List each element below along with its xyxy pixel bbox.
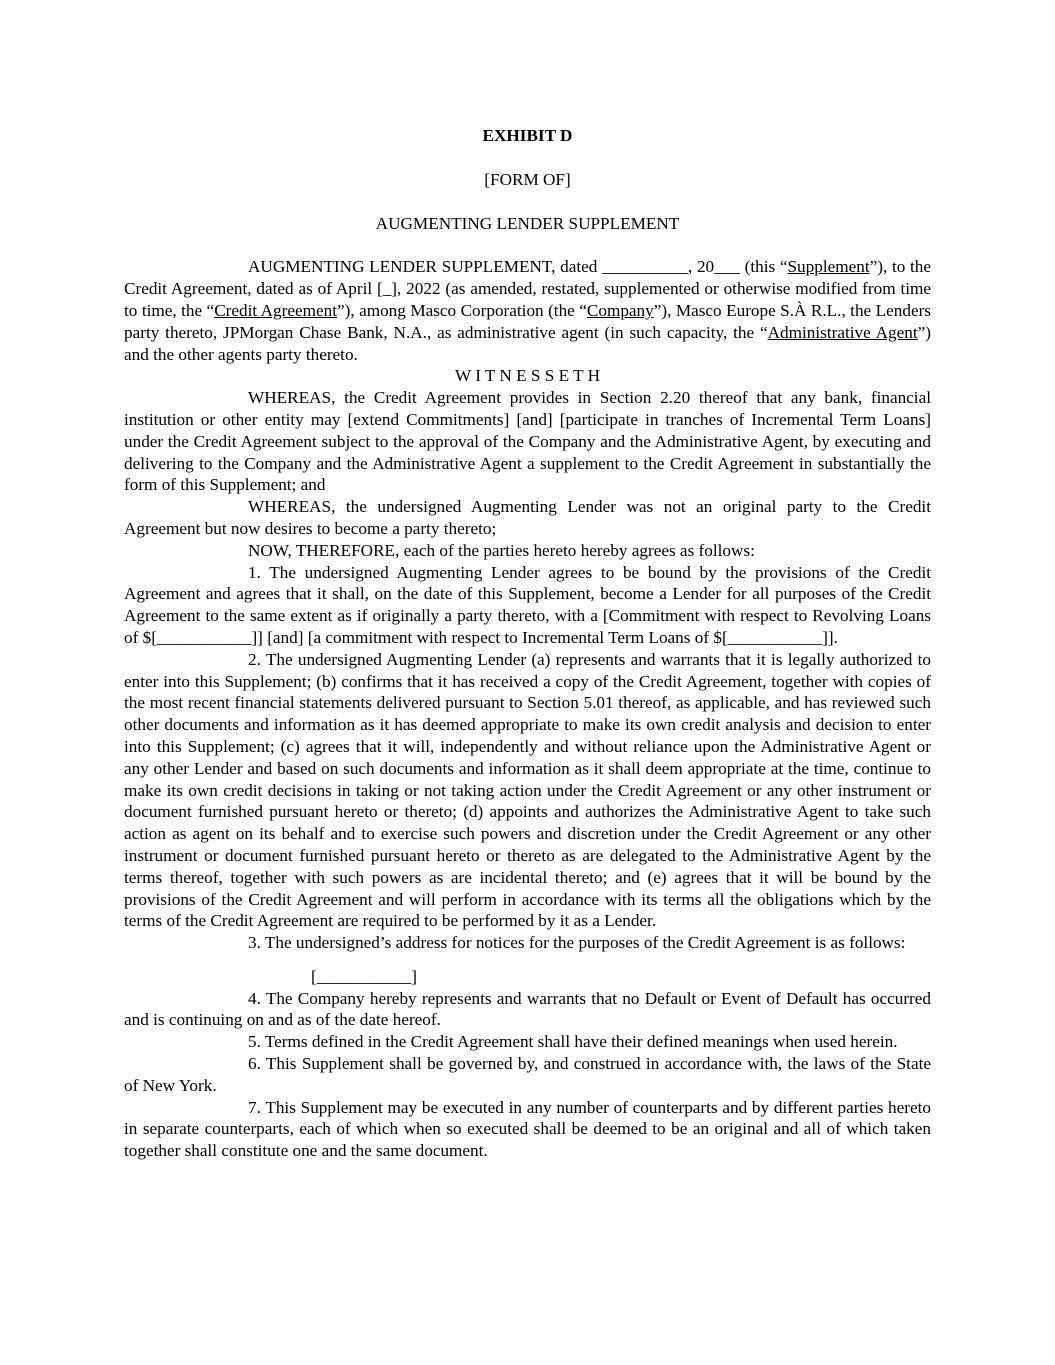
supplement-term: Supplement bbox=[787, 257, 870, 277]
company-term: Company bbox=[586, 300, 654, 320]
now-therefore-paragraph: NOW, THEREFORE, each of the parties hereto hereby agrees as follows: bbox=[248, 540, 755, 560]
whereas-paragraph-2: WHEREAS, the undersigned Augmenting Lender was not an original party to the Credit Agreement but now desires to become a party thereto; bbox=[124, 497, 931, 538]
exhibit-title: EXHIBIT D bbox=[482, 126, 573, 145]
section-7: 7. This Supplement may be executed in any number of counterparts and by different parties hereto in separate counterparts, each of which when so executed shall be deemed to be an original and all of which taken together shall constitute one and the same document. bbox=[124, 1097, 931, 1161]
intro-paragraph: AUGMENTING LENDER SUPPLEMENT, dated __________, 20___ (this “Supplement”), to the Credit Agreement, dated as of April [_], 2022 (as amended, restated, supplemented or otherwise modified from time to time, the “Credit Agreement”), among Masco Corporation (the “Company”), Masco Europe S.À R.L., the Lenders party thereto, JPMorgan Chase Bank, N.A., as administrative agent (in such capacity, the “Administrative Agent”) and the other agents party thereto. bbox=[124, 257, 932, 364]
section-6: 6. This Supplement shall be governed by, and construed in accordance with, the laws of the State of New York. bbox=[124, 1054, 931, 1095]
whereas-paragraph-1: WHEREAS, the Credit Agreement provides in Section 2.20 thereof that any bank, financial institution or other entity may [extend Commitments] [and] [participate in tranches of Incremental Term Loans] under the Credit Agreement subject to the approval of the Company and the Administrative Agent, by executing and delivering to the Company and the Administrative Agent a supplement to the Credit Agreement in substantially the form of this Supplement; and bbox=[124, 388, 931, 495]
form-of-label: [FORM OF] bbox=[484, 169, 571, 189]
administrative-agent-term: Administrative Agent bbox=[767, 322, 918, 342]
document-page bbox=[124, 124, 931, 1162]
section-5: 5. Terms defined in the Credit Agreement shall have their defined meanings when used herein. bbox=[248, 1032, 898, 1052]
section-2: 2. The undersigned Augmenting Lender (a) represents and warrants that it is legally authorized to enter into this Supplement; (b) confirms that it has received a copy of the Credit Agreement, together with copies of the most recent financial statements delivered pursuant to Section 5.01 thereof, as applicable, and has reviewed such other documents and information as it has deemed appropriate to make its own credit analysis and decision to enter into this Supplement; (c) agrees that it will, independently and without reliance upon the Administrative Agent or any other Lender and based on such documents and information as it shall deem appropriate at the time, continue to make its own credit decisions in taking or not taking action under the Credit Agreement or any other instrument or document furnished pursuant hereto or thereto; (d) appoints and authorizes the Administrative Agent to take such action as agent on its behalf and to exercise such powers and discretion under the Credit Agreement or any other instrument or document furnished pursuant hereto or thereto as are delegated to the Administrative Agent by the terms thereof, together with such powers as are incidental thereto; and (e) agrees that it will be bound by the provisions of the Credit Agreement and will perform in accordance with its terms all the obligations which by the terms of the Credit Agreement are required to be performed by it as a Lender. bbox=[124, 649, 931, 931]
section-3: 3. The undersigned’s address for notices for the purposes of the Credit Agreement is as follows: bbox=[248, 933, 906, 953]
section-1: 1. The undersigned Augmenting Lender agrees to be bound by the provisions of the Credit Agreement and agrees that it shall, on the date of this Supplement, become a Lender for all purposes of the Credit Agreement to the same extent as if originally a party thereto, with a [Commitment with respect to Revolving Loans of $[___________]] [and] [a commitment with respect to Incremental Term Loans of $[___________]]. bbox=[124, 562, 931, 647]
section-4: 4. The Company hereby represents and warrants that no Default or Event of Default has occurred and is continuing on and as of the date hereof. bbox=[124, 988, 931, 1030]
credit-agreement-term: Credit Agreement bbox=[214, 300, 337, 320]
witnesseth-heading: W I T N E S S E T H bbox=[454, 366, 600, 386]
address-blank: [___________] bbox=[311, 966, 417, 986]
document-heading: AUGMENTING LENDER SUPPLEMENT bbox=[375, 213, 680, 233]
